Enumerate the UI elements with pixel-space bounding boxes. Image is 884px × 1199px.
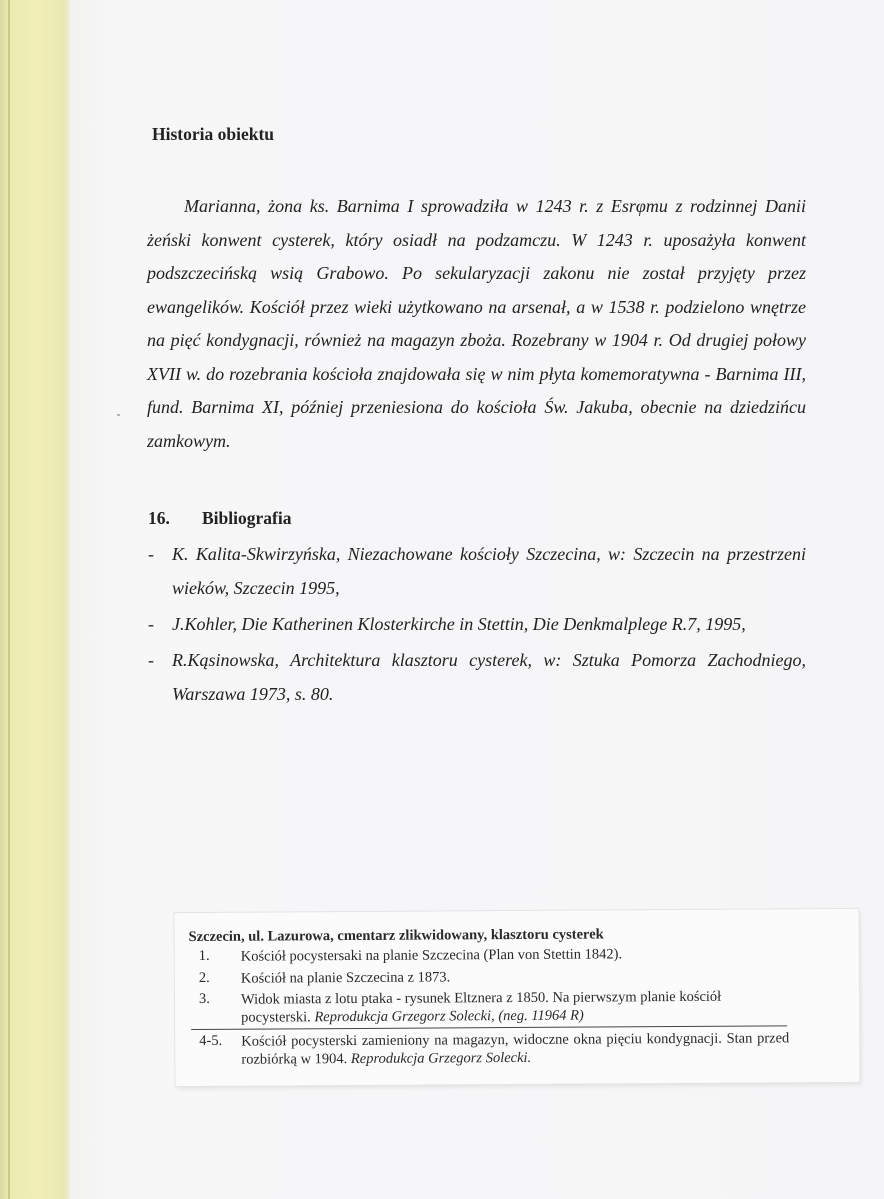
history-heading: Historia obiektu [152,124,275,144]
bibliography-item [148,537,806,605]
section-number: 16. [148,508,170,528]
caption-item [199,1029,789,1069]
caption-text: Kościół pocystersaki na planie Szczecina (Plan von Stettin 1842). [240,946,623,965]
bibliography-heading [148,508,291,529]
bibliography-entry: K. Kalita-Skwirzyńska, Niezachowane kościoły Szczecina, w: Szczecin na przestrzeni wieków, Szczecin 1995, [172,544,806,598]
section-title: Bibliografia [202,508,292,528]
caption-text: Kościół pocysterski zamieniony na magazyn, widoczne okna pięciu kondygnacji. Stan przed rozbiórką w 1904. [241,1030,790,1068]
caption-credit: Reprodukcja Grzegorz Solecki, (neg. 11964 R) [314,1007,584,1026]
caption-text: Widok miasta z lotu ptaka - rysunek Eltznera z 1850. Na pierwszym planie kościół pocysterski. [240,988,722,1026]
list-dash: - [148,650,154,670]
bibliography-entry: R.Kąsinowska, Architektura klasztoru cysterek, w: Sztuka Pomorza Zachodniego, Warszawa 1973, s. 80. [172,650,806,704]
binding-strip [0,0,70,1199]
caption-slip [174,909,859,1086]
caption-text-block [241,987,789,1026]
caption-item [199,944,789,966]
list-dash: - [148,614,154,634]
page-edge [8,0,10,1199]
caption-item [199,987,789,1027]
caption-number: 1. [198,947,210,964]
bibliography-list [148,537,806,713]
list-dash: - [148,544,154,564]
bibliography-entry: J.Kohler, Die Katherinen Klosterkirche in Stettin, Die Denkmalplege R.7, 1995, [172,614,746,634]
bibliography-item [148,643,806,711]
scan-speck [117,414,120,416]
caption-text-block [241,1029,789,1068]
caption-item [199,966,789,988]
history-paragraph: Marianna, żona ks. Barnima I sprowadziła w 1243 r. z Esrφmu z rodzinnej Danii żeński konwent cysterek, który osiadł na podzamczu. W 1243 r. uposażyła konwent podszczecińską wsią Grabowo. Po sekularyzacji zakonu nie został przyjęty przez ewangelików. Kościół przez wieki użytkowano na arsenał, a w 1538 r. podzielono wnętrze na pięć kondygnacji, również na magazyn zboża. Rozebrany w 1904 r. Od drugiej połowy XVII w. do rozebrania kościoła znajdowała się w nim płyta komemoratywna - Barnima III, fund. Barnima XI, później przeniesiona do kościoła Św. Jakuba, obecnie na dziedzińcu zamkowym. [147,196,806,451]
caption-title: Szczecin, ul. Lazurowa, cmentarz zlikwidowany, klasztoru cysterek [188,926,604,946]
caption-number: 3. [198,990,210,1007]
caption-credit: Reprodukcja Grzegorz Solecki. [350,1049,532,1068]
caption-number: 2. [198,969,210,986]
caption-text: Kościół na planie Szczecina z 1873. [240,969,451,987]
caption-number: 4-5. [199,1032,223,1049]
bibliography-item [148,607,806,641]
